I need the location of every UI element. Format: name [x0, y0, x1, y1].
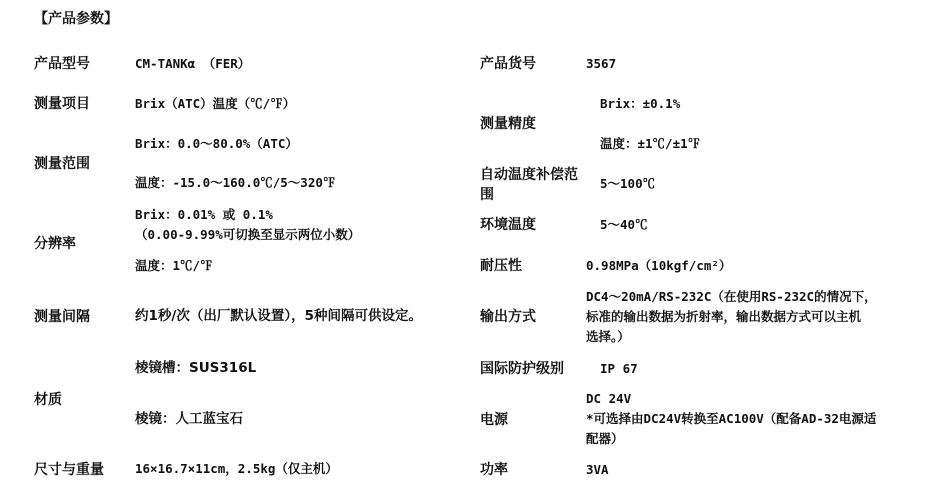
material-value-2: 棱镜：人工蓝宝石 — [135, 411, 243, 427]
material-value-1: 棱镜槽：SUS316L — [135, 360, 257, 376]
size-value: 16×16.7×11cm，2.5kg（仅主机） — [135, 461, 338, 476]
output-value-1: DC4～20mA/RS-232C（在使用RS-232C的情况下， — [586, 289, 877, 304]
accuracy-value-2: 温度：±1℃/±1℉ — [600, 136, 701, 151]
comp-value: 5～100℃ — [600, 176, 656, 191]
pressure-value: 0.98MPa（10kgf/cm²） — [586, 258, 732, 273]
code-label: 产品货号 — [480, 56, 536, 72]
resolution-value-2: （0.00-9.99%可切换至显示两位小数） — [135, 227, 361, 242]
range-value-1: Brix：0.0～80.0%（ATC） — [135, 136, 298, 151]
material-label: 材质 — [34, 392, 62, 408]
resolution-label: 分辨率 — [34, 236, 76, 252]
code-value: 3567 — [586, 56, 617, 71]
ip-label: 国际防护级别 — [480, 361, 564, 377]
power-value-3: 配器） — [586, 431, 624, 446]
item-value: Brix（ATC）温度（℃/℉） — [135, 96, 296, 111]
model-value: CM-TANKα （FER） — [135, 56, 251, 71]
comp-label-2: 围 — [480, 187, 494, 203]
resolution-value-1: Brix：0.01% 或 0.1% — [135, 207, 273, 222]
interval-value: 约1秒/次（出厂默认设置），5种间隔可供设定。 — [135, 308, 422, 324]
watt-label: 功率 — [480, 462, 508, 478]
output-value-3: 选择。） — [586, 329, 630, 344]
range-label: 测量范围 — [34, 156, 90, 172]
size-label: 尺寸与重量 — [34, 462, 104, 478]
output-value-2: 标准的输出数据为折射率，输出数据方式可以主机 — [586, 309, 862, 324]
output-label: 输出方式 — [480, 309, 536, 325]
power-value-2: *可选择由DC24V转换至AC100V（配备AD-32电源适 — [586, 411, 877, 426]
accuracy-value-1: Brix：±0.1% — [600, 96, 681, 111]
env-value: 5～40℃ — [600, 217, 648, 232]
interval-label: 测量间隔 — [34, 309, 90, 325]
power-label: 电源 — [480, 412, 508, 428]
range-value-2: 温度：-15.0～160.0℃/5～320℉ — [135, 175, 336, 190]
comp-label-1: 自动温度补偿范 — [480, 167, 578, 183]
watt-value: 3VA — [586, 462, 609, 477]
resolution-value-3: 温度：1℃/℉ — [135, 258, 213, 273]
model-label: 产品型号 — [34, 56, 90, 72]
env-label: 环境温度 — [480, 217, 536, 233]
item-label: 测量项目 — [34, 96, 90, 112]
section-title: 【产品参数】 — [34, 11, 118, 27]
power-value-1: DC 24V — [586, 391, 632, 406]
pressure-label: 耐压性 — [480, 258, 522, 274]
accuracy-label: 测量精度 — [480, 116, 536, 132]
ip-value: IP 67 — [600, 361, 638, 376]
